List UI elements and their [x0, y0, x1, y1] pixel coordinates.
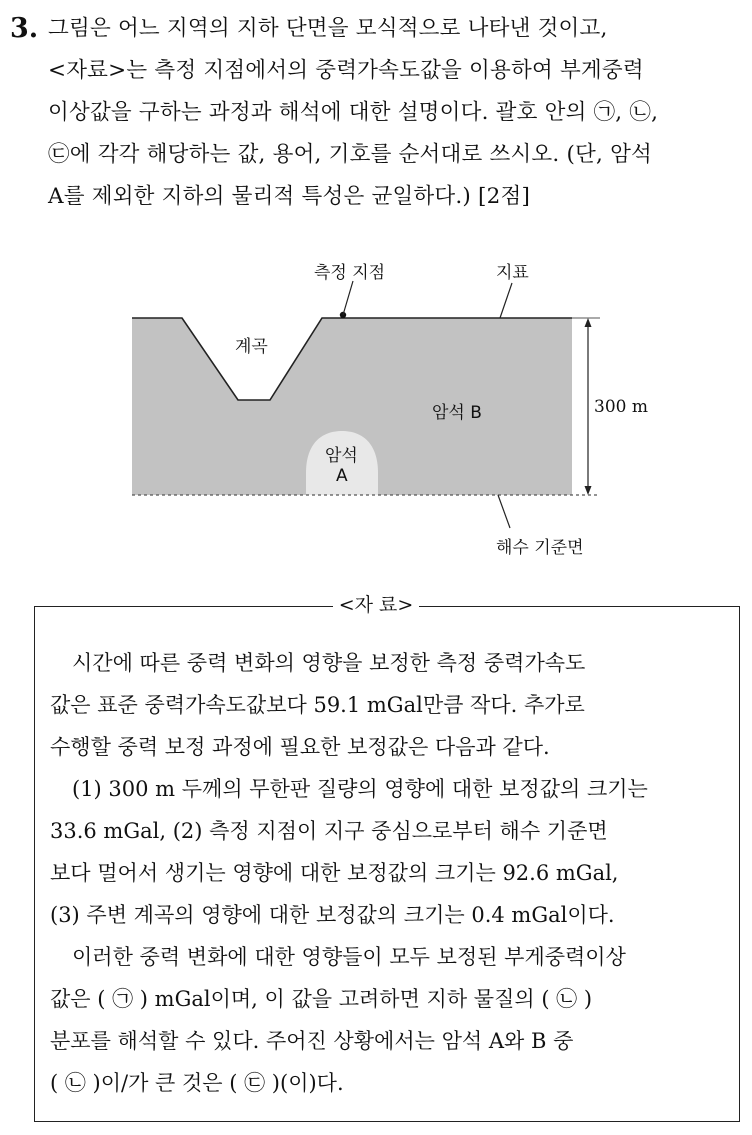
material-title — [0, 590, 752, 620]
material-line: 수행할 중력 보정 과정에 필요한 보정값은 다음과 같다. — [50, 735, 550, 759]
valley-label: 계곡 — [235, 337, 268, 357]
material-line: 값은 ( ㉠ ) mGal이며, 이 값을 고려하면 지하 물질의 ( ㉡ ) — [50, 987, 593, 1011]
rock-b-label: 암석 B — [432, 403, 482, 423]
measurement-point-label: 측정 지점 — [314, 263, 386, 283]
question-line: A를 제외한 지하의 물리적 특성은 균일하다.) [2점] — [48, 184, 531, 209]
material-line: (3) 주변 계곡의 영향에 대한 보정값의 크기는 0.4 mGal이다. — [50, 903, 615, 927]
question-line: ㉢에 각각 해당하는 값, 용어, 기호를 순서대로 쓰시오. (단, 암석 — [48, 142, 653, 167]
material-line: 분포를 해석할 수 있다. 주어진 상황에서는 암석 A와 B 중 — [50, 1029, 574, 1053]
arrow-head-up — [585, 318, 592, 327]
material-line: 이러한 중력 변화에 대한 영향들이 모두 보정된 부게중력이상 — [72, 945, 626, 969]
rock-a-label: 암석 — [325, 446, 358, 466]
sea-level-label: 해수 기준면 — [496, 538, 584, 558]
material-title-text: <자 료> — [333, 594, 420, 616]
arrow-head-down — [585, 486, 592, 495]
question-number: 3. — [10, 13, 39, 44]
surface-label: 지표 — [496, 263, 529, 283]
question-line: 이상값을 구하는 과정과 해석에 대한 설명이다. 괄호 안의 ㉠, ㉡, — [48, 100, 659, 125]
material-line: ( ㉡ )이/가 큰 것은 ( ㉢ )(이)다. — [50, 1071, 344, 1095]
material-line: 값은 표준 중력가속도값보다 59.1 mGal만큼 작다. 추가로 — [50, 693, 585, 717]
material-line: 33.6 mGal, (2) 측정 지점이 지구 중심으로부터 해수 기준면 — [50, 819, 608, 843]
material-line: 보다 멀어서 생기는 영향에 대한 보정값의 크기는 92.6 mGal, — [50, 861, 619, 885]
material-line: (1) 300 m 두께의 무한판 질량의 영향에 대한 보정값의 크기는 — [72, 777, 648, 801]
question-line: 그림은 어느 지역의 지하 단면을 모식적으로 나타낸 것이고, — [48, 16, 608, 41]
material-line: 시간에 따른 중력 변화의 영향을 보정한 측정 중력가속도 — [72, 651, 586, 675]
cross-section-figure — [0, 248, 752, 568]
question-line: <자료>는 측정 지점에서의 중력가속도값을 이용하여 부게중력 — [48, 58, 644, 83]
sea-level-leader-line — [498, 495, 510, 528]
point-leader-line — [343, 281, 353, 315]
rock-a-letter: A — [336, 466, 348, 486]
surface-leader-line — [500, 283, 512, 318]
depth-label: 300 m — [594, 397, 648, 417]
